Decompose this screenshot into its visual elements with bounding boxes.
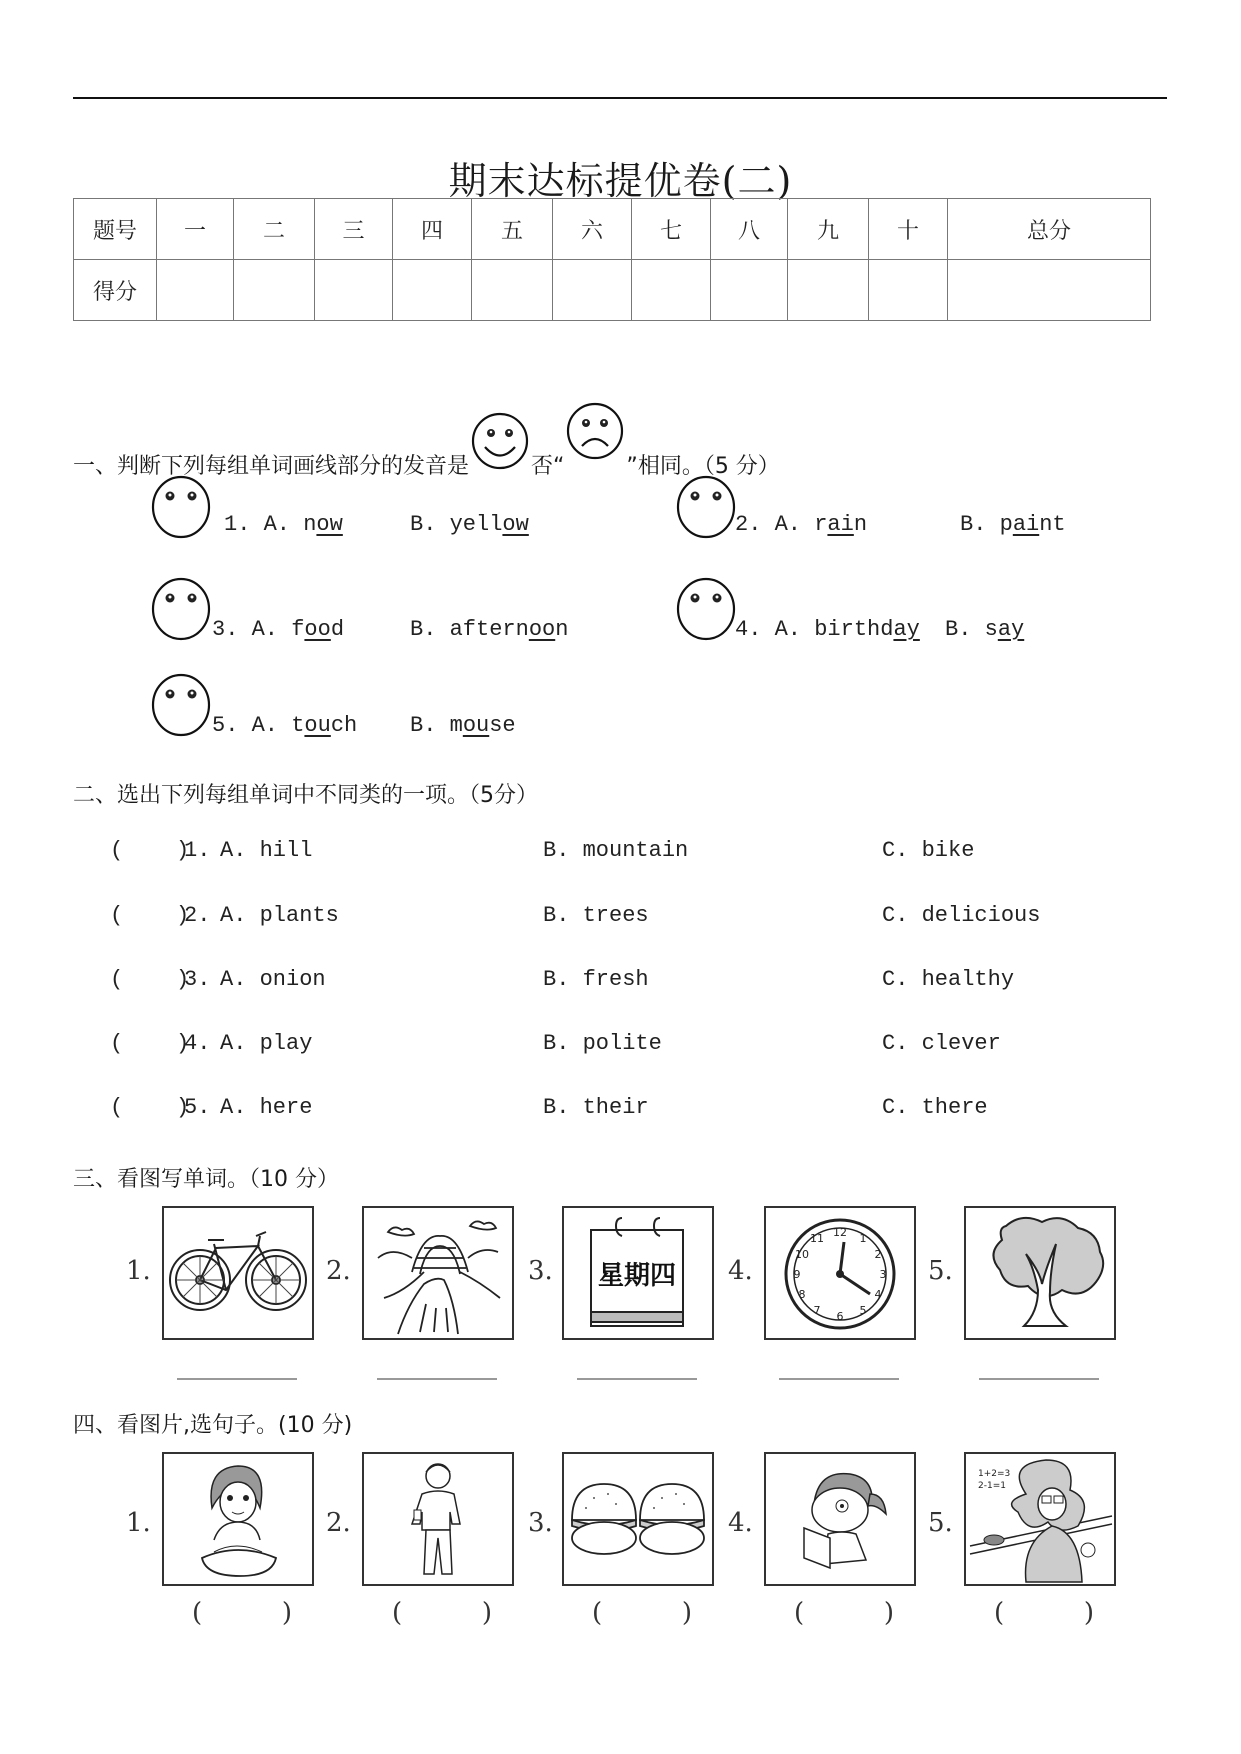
cell-q4: 四 [393, 199, 472, 260]
option-c: C. bike [882, 838, 975, 863]
score-field[interactable] [788, 260, 869, 321]
option-b: B. polite [543, 1031, 662, 1056]
option-b-word: mouse [449, 713, 516, 738]
teacher-icon [966, 1454, 1114, 1584]
option-a-word: touch [291, 713, 358, 738]
option-b-word: yellow [449, 512, 529, 537]
score-field[interactable] [632, 260, 711, 321]
option-b: B. their [543, 1095, 649, 1120]
option-b: B. mountain [543, 838, 689, 863]
option-a-label: A. [251, 713, 292, 738]
picture-frame [562, 1206, 714, 1340]
paren-close: ) [883, 1598, 894, 1628]
svg-text:8: 8 [798, 1288, 806, 1301]
svg-text:5: 5 [859, 1304, 867, 1317]
score-field[interactable] [393, 260, 472, 321]
answer-line[interactable] [577, 1378, 697, 1380]
cell-question-no-label: 题号 [74, 199, 157, 260]
option-b: B. fresh [543, 967, 649, 992]
svg-text:2-1=1: 2-1=1 [978, 1481, 1006, 1491]
picture-number: 3. [528, 1508, 553, 1538]
item-number: 4. [184, 1031, 211, 1056]
score-field[interactable] [869, 260, 948, 321]
blank-face-icon[interactable] [675, 474, 737, 540]
score-table [73, 198, 1151, 321]
answer-blank[interactable] [794, 1598, 894, 1628]
item-number: 3. [184, 967, 211, 992]
cell-q8: 八 [711, 199, 788, 260]
picture-frame [562, 1452, 714, 1586]
cell-q1: 一 [157, 199, 234, 260]
item-number: 3. [212, 617, 252, 642]
svg-text:1+2=3: 1+2=3 [978, 1469, 1011, 1479]
tree-icon [966, 1208, 1114, 1338]
svg-text:10: 10 [795, 1248, 809, 1261]
cell-score-label: 得分 [74, 260, 157, 321]
boy-standing-icon [364, 1454, 512, 1584]
total-score-field[interactable] [948, 260, 1151, 321]
underlined-part: ai [827, 512, 854, 537]
option-b-word: afternoon [449, 617, 569, 642]
underlined-part: oo [528, 617, 556, 642]
picture-number: 5. [928, 1508, 953, 1538]
clock-icon [766, 1208, 914, 1338]
underlined-part: ai [1012, 512, 1040, 537]
cell-q5: 五 [472, 199, 553, 260]
option-a-label: A. [263, 512, 304, 537]
pronunciation-item [735, 512, 867, 537]
calendar-icon [564, 1208, 712, 1338]
cell-q9: 九 [788, 199, 869, 260]
picture-number: 1. [126, 1256, 151, 1286]
blank-face-icon[interactable] [675, 576, 737, 642]
score-field[interactable] [234, 260, 315, 321]
odd-one-out-item [110, 967, 1110, 997]
section3-heading: 三、看图写单词。（10 分） [73, 1167, 339, 1192]
picture-number: 3. [528, 1256, 553, 1286]
answer-line[interactable] [779, 1378, 899, 1380]
cell-q7: 七 [632, 199, 711, 260]
paren-close: ) [481, 1598, 492, 1628]
item-number: 1. [184, 838, 211, 863]
svg-text:6: 6 [836, 1310, 844, 1323]
option-a-word: food [291, 617, 345, 642]
bike-icon [164, 1208, 312, 1338]
item-number: 5. [212, 713, 252, 738]
svg-text:11: 11 [810, 1232, 824, 1245]
pronunciation-item-b [410, 617, 568, 642]
section1-heading-text-3: ”相同。（5 分） [626, 454, 780, 479]
header-rule [73, 97, 1167, 99]
option-a: A. plants [220, 903, 339, 928]
pronunciation-item-b [945, 617, 1024, 642]
option-b-label: B. [410, 617, 450, 642]
underlined-part: ou [462, 713, 490, 738]
option-b: B. trees [543, 903, 649, 928]
section4-heading: 四、看图片,选句子。(10 分) [73, 1413, 353, 1438]
hamburgers-icon [564, 1454, 712, 1584]
option-a-label: A. [774, 512, 815, 537]
picture-number: 4. [728, 1256, 753, 1286]
item-number: 5. [184, 1095, 211, 1120]
option-b-word: say [984, 617, 1025, 642]
bridge-icon [364, 1208, 512, 1338]
cell-q2: 二 [234, 199, 315, 260]
svg-text:1: 1 [859, 1232, 867, 1245]
paren-open: ( [994, 1598, 1005, 1628]
option-b-label: B. [945, 617, 985, 642]
odd-one-out-item [110, 1095, 1110, 1125]
underlined-part: oo [304, 617, 331, 642]
answer-blank[interactable]: ( ) [110, 903, 190, 928]
option-c: C. clever [882, 1031, 1001, 1056]
score-table-score-row [74, 260, 1151, 321]
option-a-label: A. [251, 617, 292, 642]
score-field[interactable] [711, 260, 788, 321]
picture-number: 2. [326, 1508, 351, 1538]
option-c: C. healthy [882, 967, 1015, 992]
pronunciation-item-b [960, 512, 1066, 537]
option-a-word: now [303, 512, 343, 537]
picture-number: 5. [928, 1256, 953, 1286]
calendar-text: 星期四 [597, 1261, 677, 1291]
picture-number: 1. [126, 1508, 151, 1538]
svg-text:12: 12 [833, 1226, 847, 1239]
option-a: A. onion [220, 967, 326, 992]
answer-blank[interactable] [392, 1598, 492, 1628]
section2-heading: 二、选出下列每组单词中不同类的一项。（5分） [73, 783, 538, 808]
underlined-part: ay [893, 617, 920, 642]
happy-face-icon [469, 410, 531, 472]
pronunciation-item-b [410, 713, 516, 738]
paren-close: ) [281, 1598, 292, 1628]
section1-heading [73, 418, 780, 480]
svg-text:2: 2 [874, 1248, 882, 1261]
score-field[interactable] [472, 260, 553, 321]
score-field[interactable] [315, 260, 393, 321]
option-a-label: A. [774, 617, 815, 642]
item-number: 1. [224, 512, 264, 537]
blank-face-icon[interactable] [150, 576, 212, 642]
picture-frame [362, 1452, 514, 1586]
score-field[interactable] [553, 260, 632, 321]
answer-blank[interactable] [592, 1598, 692, 1628]
answer-blank[interactable]: ( ) [110, 1031, 190, 1056]
cell-q10: 十 [869, 199, 948, 260]
pronunciation-item [212, 713, 357, 738]
picture-number: 4. [728, 1508, 753, 1538]
underlined-part: ay [997, 617, 1025, 642]
picture-frame [162, 1206, 314, 1340]
answer-line[interactable] [177, 1378, 297, 1380]
answer-line[interactable] [377, 1378, 497, 1380]
picture-frame [964, 1452, 1116, 1586]
option-c: C. delicious [882, 903, 1041, 928]
option-b-label: B. [410, 713, 450, 738]
option-a-word: birthday [814, 617, 920, 642]
item-number: 2. [735, 512, 775, 537]
picture-number: 2. [326, 1256, 351, 1286]
paren-open: ( [794, 1598, 805, 1628]
paren-open: ( [592, 1598, 603, 1628]
picture-frame [964, 1206, 1116, 1340]
underlined-part: ow [502, 512, 529, 537]
section1-heading-text-1: 一、判断下列每组单词画线部分的发音是 [73, 454, 470, 479]
blank-face-icon[interactable] [150, 672, 212, 738]
svg-text:4: 4 [874, 1288, 882, 1301]
option-c: C. there [882, 1095, 988, 1120]
girl-reading-icon [766, 1454, 914, 1584]
option-a-word: rain [814, 512, 868, 537]
option-a: A. here [220, 1095, 313, 1120]
option-b-label: B. [960, 512, 1000, 537]
score-field[interactable] [157, 260, 234, 321]
svg-text:3: 3 [879, 1268, 887, 1281]
paren-open: ( [192, 1598, 203, 1628]
answer-blank[interactable] [192, 1598, 292, 1628]
option-b-label: B. [410, 512, 450, 537]
item-number: 2. [184, 903, 211, 928]
option-a: A. hill [220, 838, 313, 863]
option-b-word: paint [999, 512, 1066, 537]
cell-q6: 六 [553, 199, 632, 260]
odd-one-out-item [110, 838, 1110, 868]
section1-heading-text-2: 否“ [531, 454, 565, 479]
pronunciation-item-b [410, 512, 529, 537]
answer-blank[interactable]: ( ) [110, 838, 190, 863]
page-title: 期末达标提优卷(二) [448, 159, 793, 203]
cell-q3: 三 [315, 199, 393, 260]
paren-open: ( [392, 1598, 403, 1628]
answer-blank[interactable] [994, 1598, 1094, 1628]
pronunciation-item [212, 617, 344, 642]
svg-text:9: 9 [793, 1268, 801, 1281]
svg-text:7: 7 [813, 1304, 821, 1317]
answer-line[interactable] [979, 1378, 1099, 1380]
underlined-part: ou [304, 713, 331, 738]
blank-face-icon[interactable] [150, 474, 212, 540]
score-table-header-row [74, 199, 1151, 260]
picture-frame [162, 1452, 314, 1586]
picture-frame [764, 1206, 916, 1340]
item-number: 4. [735, 617, 775, 642]
sad-face-icon [564, 400, 626, 462]
option-a: A. play [220, 1031, 313, 1056]
picture-frame [764, 1452, 916, 1586]
pronunciation-item [735, 617, 920, 642]
answer-blank[interactable]: ( ) [110, 967, 190, 992]
picture-frame [362, 1206, 514, 1340]
pronunciation-item [224, 512, 343, 537]
cell-total-label: 总分 [948, 199, 1151, 260]
girl-washing-clothes-icon [164, 1454, 312, 1584]
paren-close: ) [681, 1598, 692, 1628]
underlined-part: ow [316, 512, 343, 537]
answer-blank[interactable]: ( ) [110, 1095, 190, 1120]
paren-close: ) [1083, 1598, 1094, 1628]
odd-one-out-item [110, 1031, 1110, 1061]
odd-one-out-item [110, 903, 1110, 933]
